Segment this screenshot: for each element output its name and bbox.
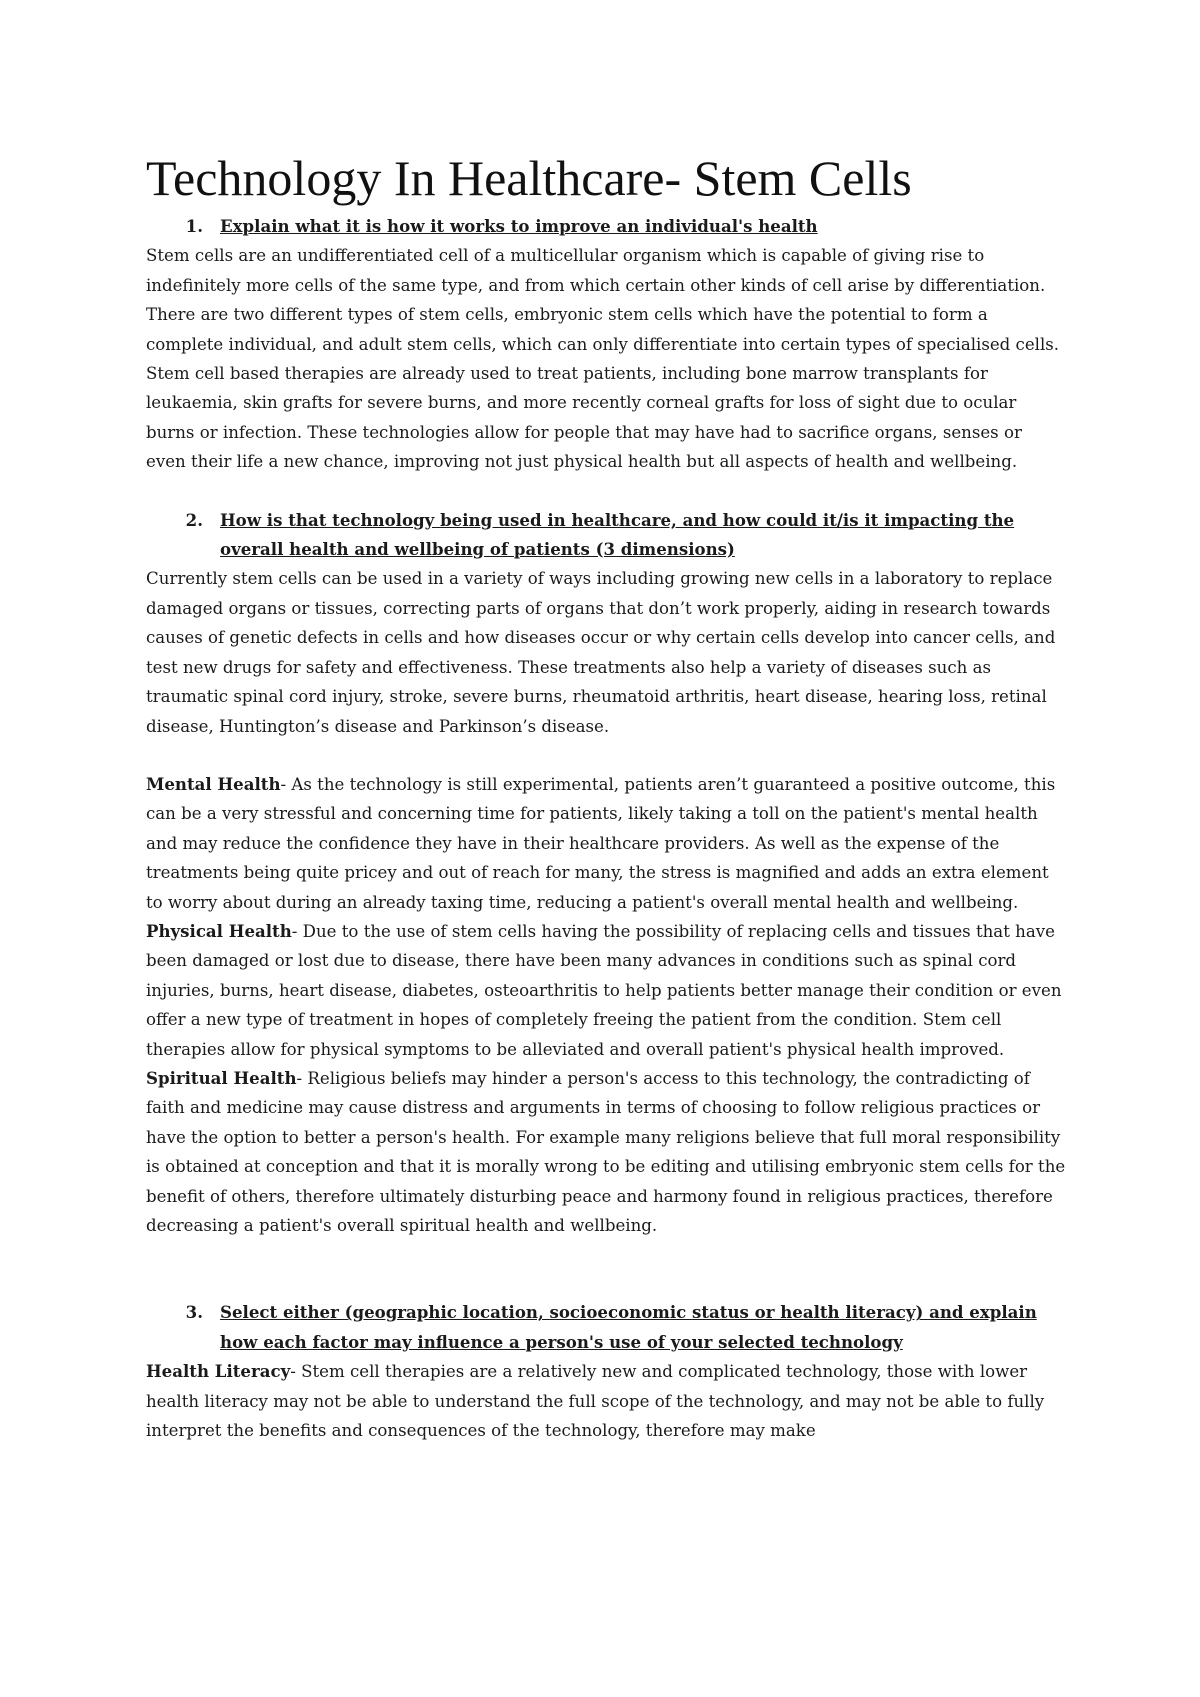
health-literacy-paragraph bbox=[146, 1357, 1066, 1445]
physical-health-label: Physical Health bbox=[146, 920, 292, 941]
document-page bbox=[146, 148, 1066, 1445]
physical-health-paragraph bbox=[146, 917, 1066, 1064]
question-1-number: 1. bbox=[185, 216, 203, 236]
spiritual-health-paragraph bbox=[146, 1064, 1066, 1240]
document-title: Technology In Healthcare- Stem Cells bbox=[146, 150, 912, 206]
mental-health-paragraph bbox=[146, 770, 1066, 917]
physical-health-text: - Due to the use of stem cells having the possibility of replacing cells and tissues that have been damaged or lost due to disease, there have been many advances in conditions such as spinal cord injuries, burns, heart disease, diabetes, osteoarthritis to help patients better manage their condition or even offer a new type of treatment in hopes of completely freeing the patient from the condition. Stem cell therapies allow for physical symptoms to be alleviated and overall patient's physical health improved. bbox=[146, 921, 1062, 1059]
spiritual-health-label: Spiritual Health bbox=[146, 1067, 297, 1088]
question-2-number: 2. bbox=[185, 509, 203, 530]
spiritual-health-text: - Religious beliefs may hinder a person's access to this technology, the contradicting of faith and medicine may cause distress and arguments in terms of choosing to follow religious practices or have the option to better a person's health. For example many religions believe that full moral responsibility is obtained at conception and that it is morally wrong to be editing and utilising embryonic stem cells for the benefit of others, therefore ultimately disturbing peace and harmony found in religious practices, therefore decreasing a patient's overall spiritual health and wellbeing. bbox=[146, 1068, 1066, 1235]
question-3-number: 3. bbox=[185, 1302, 203, 1323]
mental-health-text: - As the technology is still experimental, patients aren’t guaranteed a positive outcome, this can be a very stressful and concerning time for patients, likely taking a toll on the patient's mental health and may reduce the confidence they have in their healthcare providers. As well as the expense of the treatments being quite pricey and out of reach for many, the stress is magnified and adds an extra element to worry about during an already taxing time, reducing a patient's overall mental health and wellbeing. bbox=[146, 774, 1056, 912]
question-1 bbox=[146, 212, 1066, 241]
answer-2-paragraph: Currently stem cells can be used in a variety of ways including growing new cells in a laboratory to replace damaged organs or tissues, correcting parts of organs that don’t work properly, aiding in research towards causes of genetic defects in cells and how diseases occur or why certain cells develop into cancer cells, and test new drugs for safety and effectiveness. These treatments also help a variety of diseases such as traumatic spinal cord injury, stroke, severe burns, rheumatoid arthritis, heart disease, hearing loss, retinal disease, Huntington’s disease and Parkinson’s disease. bbox=[146, 569, 1056, 736]
question-1-text: Explain what it is how it works to improve an individual's health bbox=[220, 216, 818, 236]
health-literacy-label: Health Literacy bbox=[146, 1361, 291, 1382]
question-3-text: Select either (geographic location, socioeconomic status or health literacy) and explain how each factor may influence a person's use of your selected technology bbox=[220, 1302, 1037, 1352]
health-literacy-text: - Stem cell therapies are a relatively new and complicated technology, those with lower health literacy may not be able to understand the full scope of the technology, and may not be able to fully interpret the benefits and consequences of the technology, therefore may make bbox=[146, 1362, 1045, 1441]
mental-health-label: Mental Health bbox=[146, 773, 281, 794]
answer-1-paragraph: Stem cells are an undifferentiated cell of a multicellular organism which is capable of giving rise to indefinitely more cells of the same type, and from which certain other kinds of cell arise by differentiation. There are two different types of stem cells, embryonic stem cells which have the potential to form a complete individual, and adult stem cells, which can only differentiate into certain types of specialised cells. Stem cell based therapies are already used to treat patients, including bone marrow transplants for leukaemia, skin grafts for severe burns, and more recently corneal grafts for loss of sight due to ocular burns or infection. These technologies allow for people that may have had to sacrifice organs, senses or even their life a new chance, improving not just physical health but all aspects of health and wellbeing. bbox=[146, 246, 1060, 472]
question-2-text: How is that technology being used in healthcare, and how could it/is it impacting the overall health and wellbeing of patients (3 dimensions) bbox=[220, 509, 1015, 560]
question-3 bbox=[146, 1298, 1066, 1357]
question-2 bbox=[146, 506, 1066, 565]
